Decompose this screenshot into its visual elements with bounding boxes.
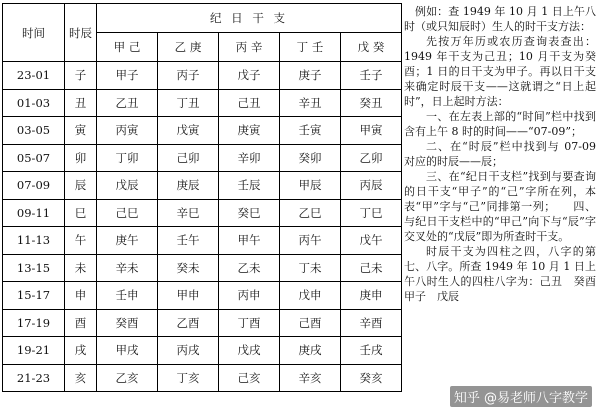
ganzhi-cell: 丙寅 bbox=[97, 117, 158, 145]
ganzhi-cell: 甲寅 bbox=[341, 117, 402, 145]
time-cell: 23-01 bbox=[3, 62, 65, 90]
shichen-cell: 申 bbox=[65, 282, 97, 310]
ganzhi-cell: 庚辰 bbox=[158, 172, 219, 200]
header-shichen: 时辰 bbox=[65, 4, 97, 62]
table-row bbox=[3, 282, 402, 310]
table-row bbox=[3, 89, 402, 117]
shichen-cell: 亥 bbox=[65, 364, 97, 392]
ganzhi-cell: 癸未 bbox=[158, 254, 219, 282]
ganzhi-cell: 壬寅 bbox=[280, 117, 341, 145]
table-row bbox=[3, 337, 402, 365]
ganzhi-cell: 丙午 bbox=[280, 227, 341, 255]
ganzhi-cell: 壬申 bbox=[97, 282, 158, 310]
ganzhi-cell: 庚戌 bbox=[280, 337, 341, 365]
ganzhi-cell: 戊子 bbox=[219, 62, 280, 90]
ganzhi-cell: 乙丑 bbox=[97, 89, 158, 117]
ganzhi-cell: 辛亥 bbox=[280, 364, 341, 392]
ganzhi-cell: 丁丑 bbox=[158, 89, 219, 117]
shichen-cell: 子 bbox=[65, 62, 97, 90]
ganzhi-cell: 己丑 bbox=[219, 89, 280, 117]
ganzhi-cell: 庚寅 bbox=[219, 117, 280, 145]
shichen-cell: 酉 bbox=[65, 309, 97, 337]
column-header: 戊 癸 bbox=[341, 33, 402, 62]
watermark: 知乎 @易老师八字教学 bbox=[450, 386, 592, 407]
time-cell: 09-11 bbox=[3, 199, 65, 227]
ganzhi-cell: 丁巳 bbox=[341, 199, 402, 227]
ganzhi-cell: 乙酉 bbox=[158, 309, 219, 337]
ganzhi-cell: 己未 bbox=[341, 254, 402, 282]
ganzhi-cell: 戊戌 bbox=[219, 337, 280, 365]
ganzhi-cell: 丙子 bbox=[158, 62, 219, 90]
table-row bbox=[3, 62, 402, 90]
column-header: 甲 己 bbox=[97, 33, 158, 62]
note-paragraph: 例如：查 1949 年 10 月 1 日上午八时（或只知辰时）生人的时干支方法： bbox=[404, 5, 596, 33]
column-header: 丙 辛 bbox=[219, 33, 280, 62]
header-day-ganzhi: 纪 日 干 支 bbox=[97, 4, 402, 33]
time-cell: 07-09 bbox=[3, 172, 65, 200]
ganzhi-cell: 己亥 bbox=[219, 364, 280, 392]
ganzhi-cell: 壬戌 bbox=[341, 337, 402, 365]
ganzhi-cell: 癸丑 bbox=[341, 89, 402, 117]
ganzhi-cell: 庚申 bbox=[341, 282, 402, 310]
shichen-cell: 戌 bbox=[65, 337, 97, 365]
note-paragraph: 先按万年历或农历查询表查出：1949 年干支为己丑；10 月干支为癸酉；1 日的日干支为甲子。再以日干支来确定时辰干支——这就谓之“日上起时”，日上起时方法： bbox=[404, 35, 596, 108]
ganzhi-cell: 丙辰 bbox=[341, 172, 402, 200]
note-paragraph: 三、在“纪日干支栏”找到与要查询的日干支“甲子”的“己”字所在列，本表“甲”字与“己”同排第一列； 四、与纪日干支栏中的“甲己”向下与“辰”字交叉处的“戊辰”即为所查时干支。 bbox=[404, 170, 596, 243]
ganzhi-cell: 甲辰 bbox=[280, 172, 341, 200]
ganzhi-cell: 戊寅 bbox=[158, 117, 219, 145]
shichen-cell: 未 bbox=[65, 254, 97, 282]
ganzhi-cell: 辛酉 bbox=[341, 309, 402, 337]
ganzhi-cell: 乙巳 bbox=[280, 199, 341, 227]
note-paragraph: 一、在左表上部的“时间”栏中找到含有上午 8 时的时间——“07-09”； bbox=[404, 110, 596, 138]
ganzhi-cell: 乙卯 bbox=[341, 144, 402, 172]
shichen-cell: 辰 bbox=[65, 172, 97, 200]
ganzhi-table bbox=[2, 3, 402, 392]
column-header: 丁 壬 bbox=[280, 33, 341, 62]
time-cell: 17-19 bbox=[3, 309, 65, 337]
shichen-cell: 丑 bbox=[65, 89, 97, 117]
time-cell: 11-13 bbox=[3, 227, 65, 255]
ganzhi-cell: 己酉 bbox=[280, 309, 341, 337]
ganzhi-cell: 庚午 bbox=[97, 227, 158, 255]
ganzhi-cell: 辛未 bbox=[97, 254, 158, 282]
ganzhi-cell: 甲戌 bbox=[97, 337, 158, 365]
table-row bbox=[3, 254, 402, 282]
table-row bbox=[3, 309, 402, 337]
table-row bbox=[3, 227, 402, 255]
ganzhi-cell: 癸巳 bbox=[219, 199, 280, 227]
ganzhi-cell: 己卯 bbox=[158, 144, 219, 172]
note-paragraph: 时辰干支为四柱之四，八字的第七、八字。所查 1949 年 10 月 1 日上午八时生人的四柱八字为：己丑 癸酉 甲子 戊辰 bbox=[404, 245, 596, 303]
ganzhi-cell: 甲子 bbox=[97, 62, 158, 90]
ganzhi-cell: 己巳 bbox=[97, 199, 158, 227]
ganzhi-cell: 壬午 bbox=[158, 227, 219, 255]
time-cell: 13-15 bbox=[3, 254, 65, 282]
header-time: 时间 bbox=[3, 4, 65, 62]
note-paragraph: 二、在“时辰”栏中找到与 07-09 对应的时辰——辰； bbox=[404, 140, 596, 168]
ganzhi-cell: 癸亥 bbox=[341, 364, 402, 392]
time-cell: 15-17 bbox=[3, 282, 65, 310]
column-header: 乙 庚 bbox=[158, 33, 219, 62]
ganzhi-cell: 壬子 bbox=[341, 62, 402, 90]
ganzhi-cell: 辛丑 bbox=[280, 89, 341, 117]
ganzhi-cell: 丙戌 bbox=[158, 337, 219, 365]
shichen-cell: 午 bbox=[65, 227, 97, 255]
ganzhi-cell: 戊辰 bbox=[97, 172, 158, 200]
time-cell: 01-03 bbox=[3, 89, 65, 117]
ganzhi-cell: 戊午 bbox=[341, 227, 402, 255]
ganzhi-cell: 壬辰 bbox=[219, 172, 280, 200]
ganzhi-cell: 乙亥 bbox=[97, 364, 158, 392]
shichen-cell: 巳 bbox=[65, 199, 97, 227]
table-row bbox=[3, 117, 402, 145]
table-row bbox=[3, 144, 402, 172]
ganzhi-cell: 辛巳 bbox=[158, 199, 219, 227]
ganzhi-cell: 丁未 bbox=[280, 254, 341, 282]
time-cell: 19-21 bbox=[3, 337, 65, 365]
ganzhi-cell: 丙申 bbox=[219, 282, 280, 310]
time-cell: 03-05 bbox=[3, 117, 65, 145]
table-row bbox=[3, 172, 402, 200]
ganzhi-cell: 辛卯 bbox=[219, 144, 280, 172]
time-cell: 05-07 bbox=[3, 144, 65, 172]
explanation-text bbox=[404, 4, 596, 396]
ganzhi-cell: 庚子 bbox=[280, 62, 341, 90]
ganzhi-cell: 癸酉 bbox=[97, 309, 158, 337]
table-row bbox=[3, 364, 402, 392]
ganzhi-cell: 丁亥 bbox=[158, 364, 219, 392]
shichen-cell: 寅 bbox=[65, 117, 97, 145]
ganzhi-cell: 丁酉 bbox=[219, 309, 280, 337]
ganzhi-cell: 癸卯 bbox=[280, 144, 341, 172]
table-row bbox=[3, 199, 402, 227]
ganzhi-cell: 甲申 bbox=[158, 282, 219, 310]
ganzhi-cell: 乙未 bbox=[219, 254, 280, 282]
ganzhi-cell: 丁卯 bbox=[97, 144, 158, 172]
ganzhi-cell: 戊申 bbox=[280, 282, 341, 310]
ganzhi-cell: 甲午 bbox=[219, 227, 280, 255]
shichen-cell: 卯 bbox=[65, 144, 97, 172]
time-cell: 21-23 bbox=[3, 364, 65, 392]
